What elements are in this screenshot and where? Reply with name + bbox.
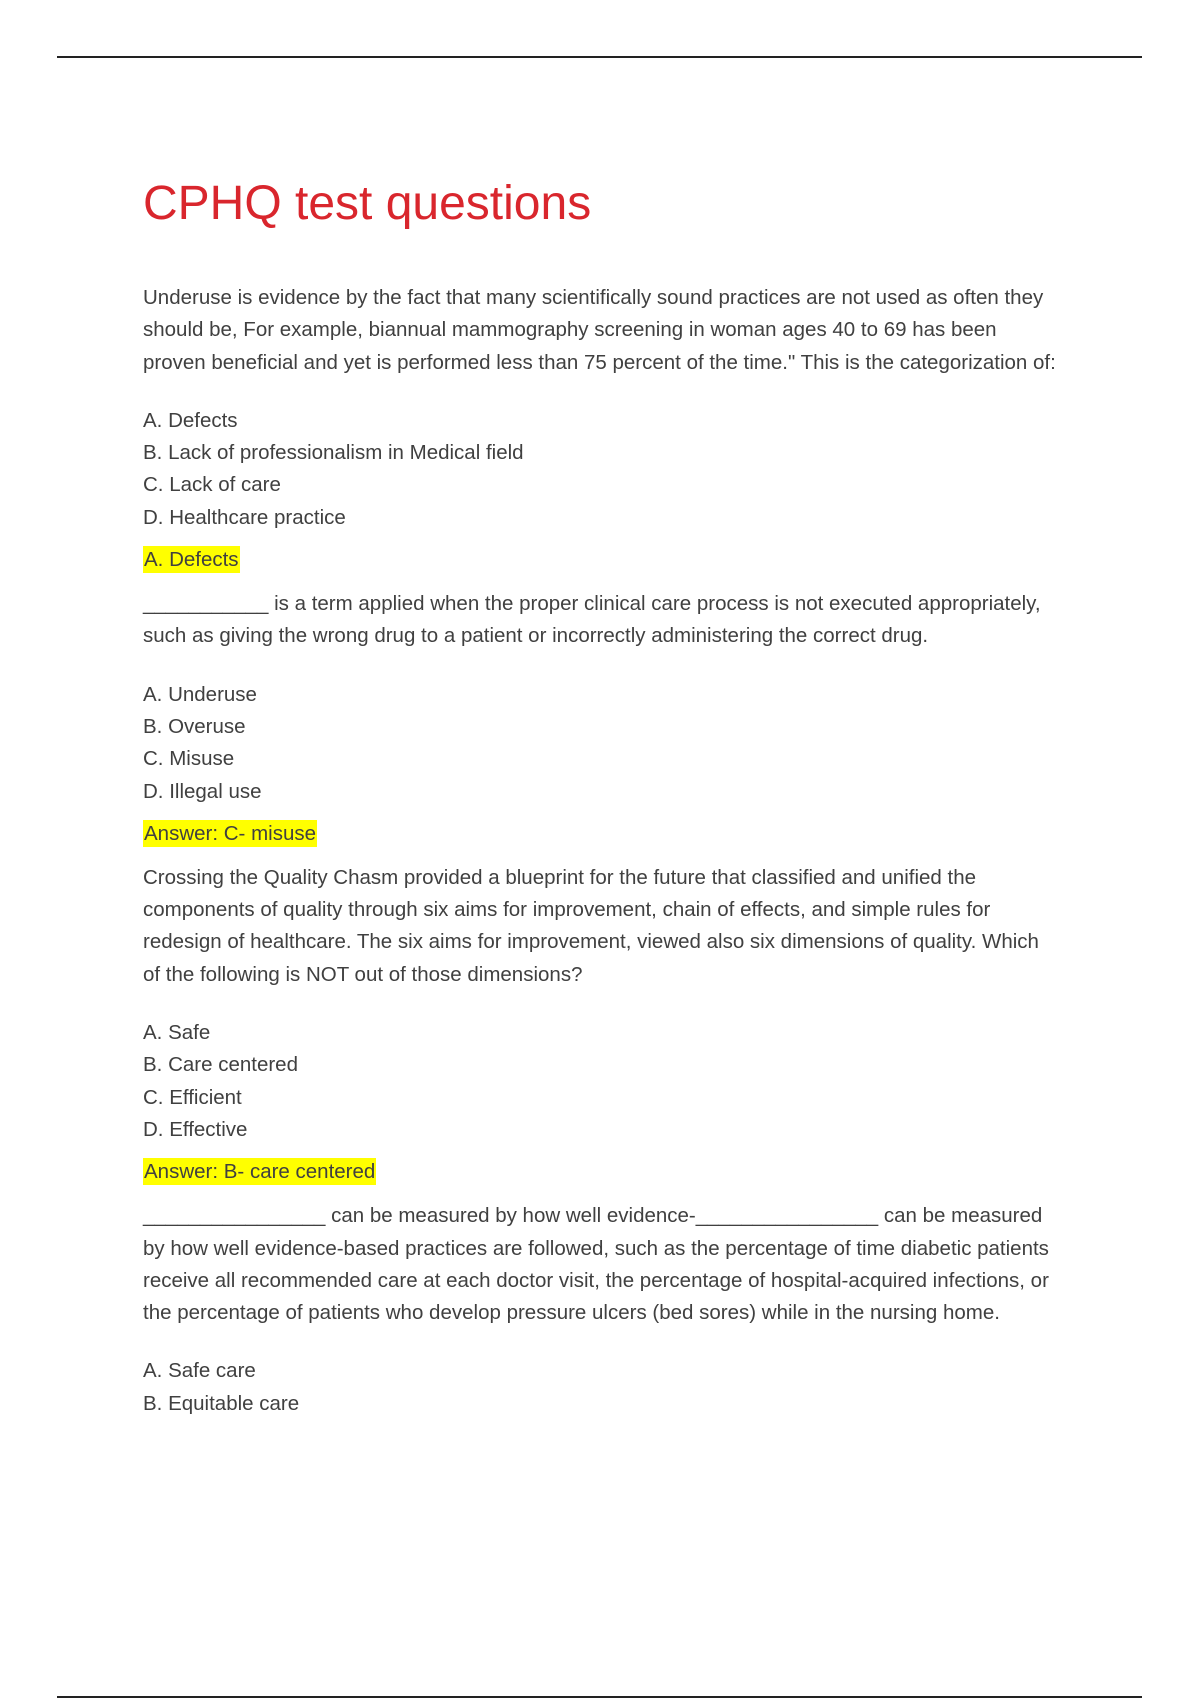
question-text: Underuse is evidence by the fact that many scientifically sound practices are not used as often they should be, For example, biannual mammography screening in woman ages 40 to 69 has been proven beneficial and yet is performed less than 75 percent of the time." This is the categorization of: (143, 286, 1056, 374)
highlighted-answer: Answer: B- care centered (144, 1160, 376, 1184)
option-item: D. Healthcare practice (143, 505, 346, 529)
option-item: B. Care centered (143, 1053, 298, 1077)
option-item: D. Illegal use (143, 779, 262, 803)
option-item: B. Lack of professionalism in Medical field (143, 441, 524, 465)
question-block-4 (143, 1200, 1058, 1420)
question-block-3 (143, 862, 1058, 1188)
option-item: B. Equitable care (143, 1391, 300, 1415)
footer-rule (57, 1696, 1142, 1698)
option-item: D. Effective (143, 1117, 248, 1141)
option-list (143, 1355, 1058, 1420)
question-text: ________________ can be measured by how well evidence-________________ can be measured by how well evidence-based practices are followed, such as the percentage of time diabetic patients receive all recommended care at each doctor visit, the percentage of hospital-acquired infections, or the percentage of patients who develop pressure ulcers (bed sores) while in the nursing home. (143, 1204, 1049, 1325)
option-item: A. Safe (143, 1021, 211, 1045)
option-list (143, 679, 1058, 808)
answer-line (143, 818, 1058, 850)
highlighted-answer: Answer: C- misuse (144, 821, 317, 845)
option-list (143, 405, 1058, 534)
option-item: A. Defects (143, 408, 238, 432)
option-item: C. Efficient (143, 1085, 242, 1109)
question-text: Crossing the Quality Chasm provided a blueprint for the future that classified and unified the components of quality through six aims for improvement, chain of effects, and simple rules for redesign of healthcare. The six aims for improvement, viewed also six dimensions of quality. Which of the following is NOT out of those dimensions? (143, 865, 1039, 986)
document-title: CPHQ test questions (143, 177, 592, 230)
question-block-2 (143, 588, 1058, 850)
answer-line (143, 1156, 1058, 1188)
option-item: C. Misuse (143, 747, 235, 771)
option-list (143, 1017, 1058, 1146)
option-item: B. Overuse (143, 714, 246, 738)
question-text: ___________ is a term applied when the proper clinical care process is not executed appropriately, such as giving the wrong drug to a patient or incorrectly administering the correct drug. (143, 592, 1041, 648)
question-block-1 (143, 282, 1058, 576)
answer-line (143, 544, 1058, 576)
option-item: C. Lack of care (143, 473, 281, 497)
option-item: A. Safe care (143, 1359, 256, 1383)
option-item: A. Underuse (143, 682, 257, 706)
document-body (143, 172, 1058, 1420)
highlighted-answer: A. Defects (144, 548, 239, 572)
header-rule (57, 56, 1142, 58)
